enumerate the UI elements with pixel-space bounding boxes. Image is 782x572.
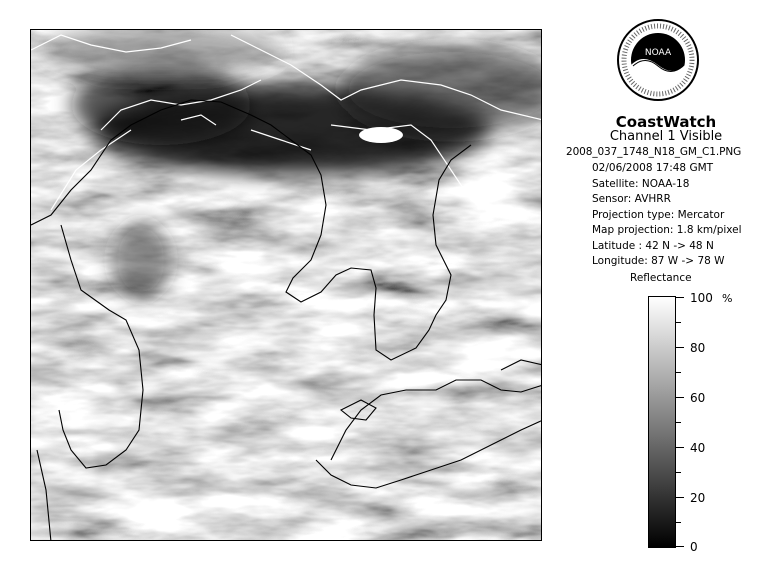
noaa-logo-icon bbox=[617, 19, 699, 101]
metadata-datetime: 02/06/2008 17:48 GMT bbox=[592, 162, 714, 174]
app-title: CoastWatch bbox=[615, 113, 717, 131]
colorbar-minor-tick bbox=[676, 322, 681, 323]
colorbar-minor-tick bbox=[676, 472, 681, 473]
colorbar-label-0: 0 bbox=[690, 540, 698, 554]
colorbar-label-20: 20 bbox=[690, 491, 706, 505]
logo-text: NOAA bbox=[644, 48, 672, 58]
colorbar-label-60: 60 bbox=[690, 391, 706, 405]
metadata-sensor: Sensor: AVHRR bbox=[592, 193, 671, 205]
colorbar-tick-20 bbox=[676, 497, 684, 498]
colorbar-tick-0 bbox=[676, 546, 684, 547]
satellite-image bbox=[30, 29, 542, 541]
channel-subtitle: Channel 1 Visible bbox=[609, 129, 723, 144]
colorbar-tick-40 bbox=[676, 447, 684, 448]
metadata-projection-type: Projection type: Mercator bbox=[592, 208, 725, 221]
colorbar-minor-tick bbox=[676, 522, 681, 523]
colorbar-minor-tick bbox=[676, 422, 681, 423]
metadata-longitude: Longitude: 87 W -> 78 W bbox=[592, 255, 725, 267]
colorbar-label-80: 80 bbox=[690, 341, 706, 355]
metadata-list bbox=[592, 161, 782, 270]
metadata-latitude: Latitude : 42 N -> 48 N bbox=[592, 239, 714, 252]
colorbar-tick-80 bbox=[676, 347, 684, 348]
colorbar bbox=[648, 296, 676, 548]
colorbar-label-100: 100 bbox=[690, 291, 713, 305]
colorbar-label-40: 40 bbox=[690, 441, 706, 455]
colorbar-tick-60 bbox=[676, 397, 684, 398]
metadata-satellite: Satellite: NOAA-18 bbox=[592, 177, 690, 190]
colorbar-tick-100 bbox=[676, 297, 684, 298]
colorbar-minor-tick bbox=[676, 372, 681, 373]
image-filename: 2008_037_1748_N18_GM_C1.PNG bbox=[566, 146, 742, 158]
colorbar-unit: % bbox=[722, 292, 733, 305]
colorbar-title: Reflectance bbox=[630, 272, 692, 284]
metadata-map-projection: Map projection: 1.8 km/pixel bbox=[592, 224, 742, 236]
